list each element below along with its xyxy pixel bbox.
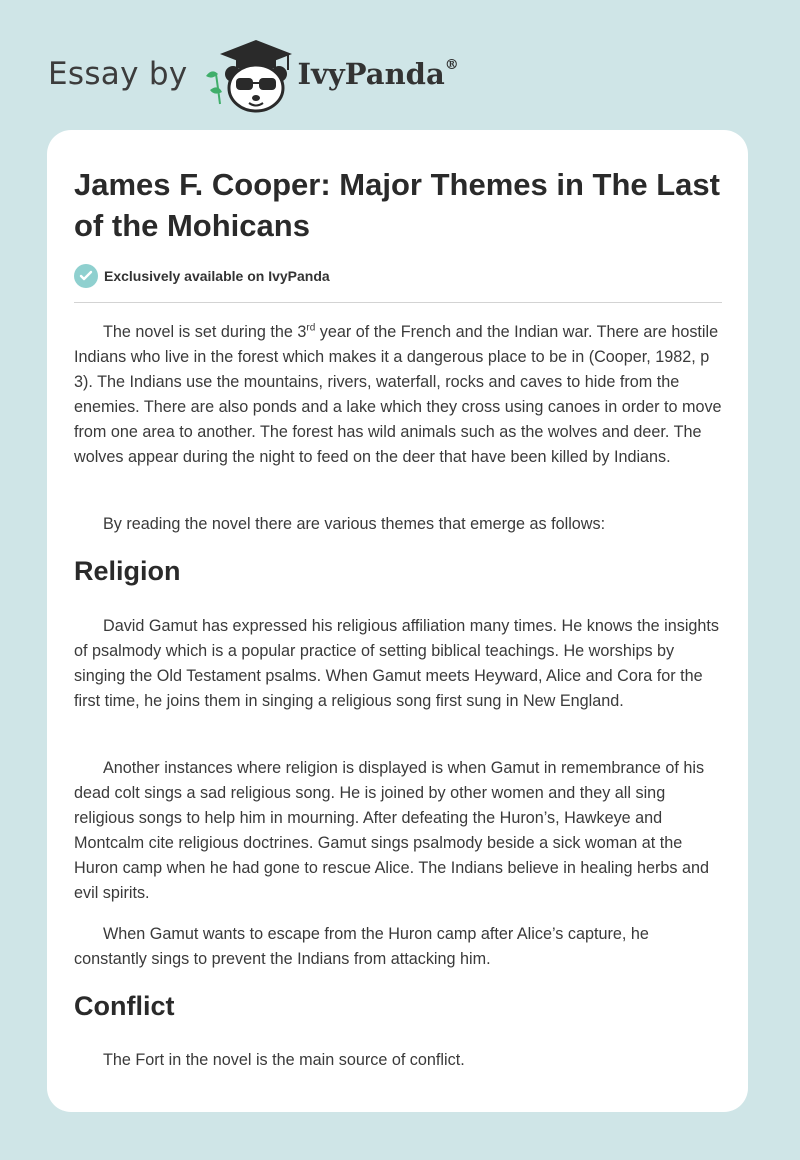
exclusive-badge — [74, 264, 330, 288]
paragraph-religion-1: David Gamut has expressed his religious affiliation many times. He knows the insights of psalmody which is a popular practice of setting biblical teachings. He worships by singing the Old Testament psalms. When Gamut meets Heyward, Alice and Cora for the first time, he joins them in singing a religious song first sung in New England. — [74, 617, 720, 710]
registered-mark: ® — [444, 57, 459, 74]
site-header — [48, 34, 459, 114]
exclusive-label: Exclusively available on IvyPanda — [104, 268, 330, 284]
brand-name[interactable]: IvyPanda® — [297, 57, 459, 91]
paragraph-conflict: The Fort in the novel is the main source of conflict. — [103, 1051, 465, 1069]
ordinal-suffix: rd — [306, 322, 316, 334]
heading-conflict: Conflict — [74, 991, 175, 1021]
essay-by-label: Essay by — [48, 56, 188, 92]
paragraph-themes: By reading the novel there are various themes that emerge as follows: — [103, 515, 606, 533]
heading-religion: Religion — [74, 556, 181, 586]
divider — [74, 302, 722, 303]
panda-logo-icon[interactable] — [202, 34, 294, 114]
paragraph-religion-3: When Gamut wants to escape from the Huron camp after Alice’s capture, he constantly sings to prevent the Indians from attacking him. — [74, 925, 649, 968]
paragraph-intro: The novel is set during the 3rd year of the French and the Indian war. There are hostile Indians who live in the forest which makes it a dangerous place to be in (Cooper, 1982, p 3). The Indians use the mountains, rivers, waterfall, rocks and caves to hide from the enemies. There are also ponds and a lake which they cross using canoes in order to move from one area to another. The forest has wild animals such as the wolves and deer. The wolves appear during the night to feed on the deer that have been killed by Indians. — [74, 322, 722, 466]
check-icon — [74, 264, 98, 288]
page-title: James F. Cooper: Major Themes in The Last of the Mohicans — [74, 167, 720, 243]
paragraph-religion-2: Another instances where religion is displayed is when Gamut in remembrance of his dead colt sings a sad religious song. He is joined by other women and they all sing religious songs to help him in mourning. After defeating the Huron’s, Hawkeye and Montcalm cite religious doctrines. Gamut sings psalmody beside a sick woman at the Huron camp when he had gone to rescue Alice. The Indians believe in healing herbs and evil spirits. — [74, 759, 710, 902]
essay-card — [47, 130, 748, 1112]
